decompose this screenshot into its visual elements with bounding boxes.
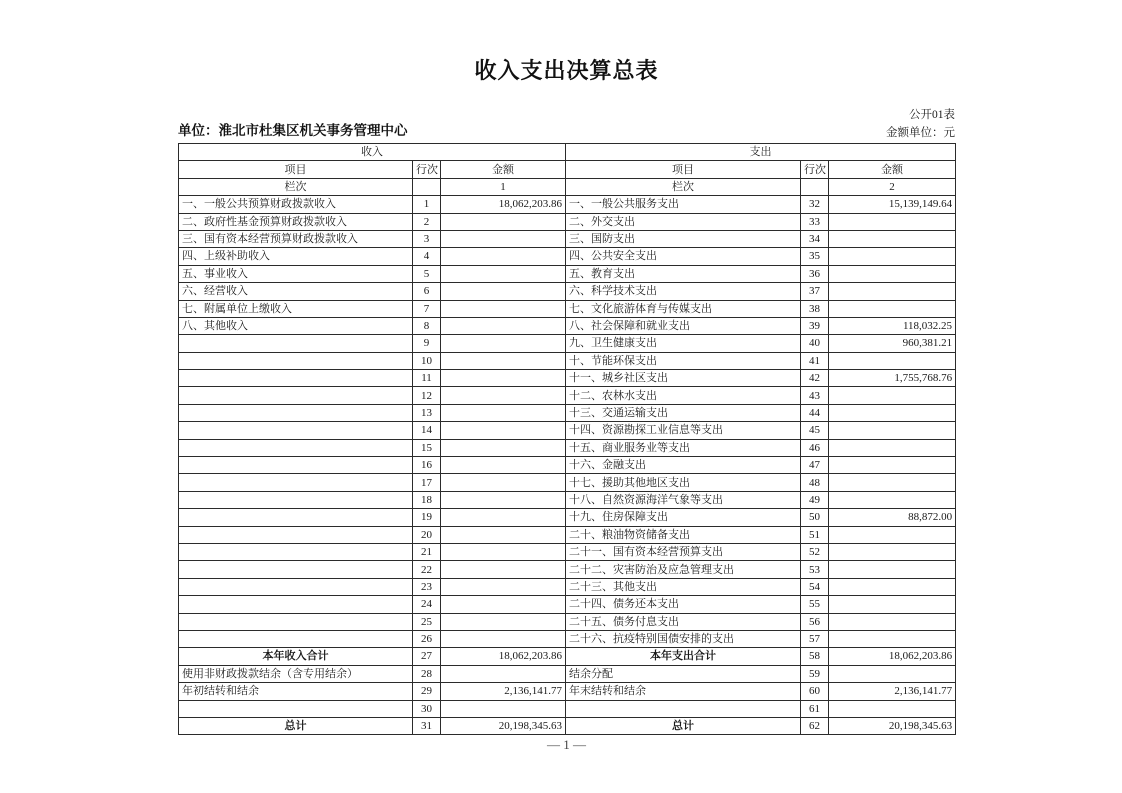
expense-index-label: 栏次 [566,178,801,195]
expense-line-cell: 62 [801,717,829,734]
expense-line-cell: 43 [801,387,829,404]
income-amount-cell [441,387,566,404]
expense-item-cell: 九、卫生健康支出 [566,335,801,352]
income-amount-cell [441,543,566,560]
expense-line-cell: 46 [801,439,829,456]
expense-amount-cell [829,526,956,543]
table-row [179,474,956,491]
expense-line-cell: 57 [801,630,829,647]
income-item-cell: 七、附属单位上缴收入 [179,300,413,317]
expense-item-cell: 十九、住房保障支出 [566,509,801,526]
income-item-cell: 总计 [179,717,413,734]
income-line-cell: 20 [413,526,441,543]
income-line-cell: 15 [413,439,441,456]
table-row [179,683,956,700]
expense-line-header: 行次 [801,161,829,178]
expense-amount-cell [829,213,956,230]
expense-line-cell: 59 [801,665,829,682]
income-item-cell [179,543,413,560]
income-amount-cell [441,561,566,578]
budget-summary-table [178,143,956,735]
income-item-cell [179,422,413,439]
table-row [179,248,956,265]
expense-item-cell: 十八、自然资源海洋气象等支出 [566,491,801,508]
expense-amount-cell [829,491,956,508]
expense-line-cell: 38 [801,300,829,317]
income-item-cell: 六、经营收入 [179,283,413,300]
income-amount-cell [441,370,566,387]
expense-item-cell: 一、一般公共服务支出 [566,196,801,213]
expense-amount-cell: 18,062,203.86 [829,648,956,665]
expense-column-index: 2 [829,178,956,195]
income-line-cell: 24 [413,596,441,613]
expense-line-cell: 39 [801,317,829,334]
expense-line-cell: 47 [801,457,829,474]
column-index-row [179,178,956,195]
table-row [179,213,956,230]
expense-amount-cell [829,439,956,456]
income-amount-cell [441,317,566,334]
expense-item-cell: 二十、粮油物资储备支出 [566,526,801,543]
income-amount-cell [441,335,566,352]
income-line-cell: 9 [413,335,441,352]
expense-section-header: 支出 [566,144,956,161]
table-row [179,526,956,543]
unit-name-label: 单位：淮北市杜集区机关事务管理中心 [178,123,408,138]
expense-line-cell: 41 [801,352,829,369]
expense-item-cell: 二十一、国有资本经营预算支出 [566,543,801,560]
expense-item-cell: 三、国防支出 [566,230,801,247]
table-row [179,404,956,421]
income-amount-cell [441,352,566,369]
expense-amount-cell [829,543,956,560]
income-amount-cell: 18,062,203.86 [441,196,566,213]
expense-amount-cell [829,630,956,647]
table-row [179,561,956,578]
expense-item-cell: 十、节能环保支出 [566,352,801,369]
expense-item-cell: 十四、资源勘探工业信息等支出 [566,422,801,439]
income-amount-cell [441,404,566,421]
income-amount-cell [441,230,566,247]
expense-item-cell: 五、教育支出 [566,265,801,282]
expense-item-cell: 本年支出合计 [566,648,801,665]
income-line-cell: 25 [413,613,441,630]
expense-line-cell: 61 [801,700,829,717]
expense-line-cell: 56 [801,613,829,630]
expense-item-cell: 总计 [566,717,801,734]
expense-amount-cell [829,596,956,613]
income-line-header: 行次 [413,161,441,178]
expense-line-cell: 55 [801,596,829,613]
income-amount-cell [441,213,566,230]
expense-amount-cell [829,352,956,369]
income-amount-cell: 18,062,203.86 [441,648,566,665]
expense-line-index-blank [801,178,829,195]
table-row [179,370,956,387]
table-row [179,283,956,300]
expense-amount-cell: 2,136,141.77 [829,683,956,700]
income-item-cell [179,578,413,595]
table-row [179,630,956,647]
income-item-cell: 使用非财政拨款结余（含专用结余） [179,665,413,682]
table-row [179,648,956,665]
expense-amount-cell [829,578,956,595]
expense-item-cell: 十二、农林水支出 [566,387,801,404]
expense-item-cell: 四、公共安全支出 [566,248,801,265]
expense-item-cell: 十三、交通运输支出 [566,404,801,421]
income-line-cell: 2 [413,213,441,230]
expense-amount-cell [829,457,956,474]
table-row [179,317,956,334]
income-item-cell: 八、其他收入 [179,317,413,334]
form-code-label: 公开01表 [909,109,955,121]
income-line-cell: 23 [413,578,441,595]
table-row [179,596,956,613]
income-item-cell [179,509,413,526]
income-item-cell [179,474,413,491]
expense-line-cell: 51 [801,526,829,543]
income-amount-cell [441,700,566,717]
income-amount-cell [441,509,566,526]
income-amount-cell [441,439,566,456]
income-line-cell: 6 [413,283,441,300]
income-amount-cell [441,300,566,317]
expense-line-cell: 49 [801,491,829,508]
income-item-cell: 年初结转和结余 [179,683,413,700]
expense-amount-cell: 1,755,768.76 [829,370,956,387]
income-column-index: 1 [441,178,566,195]
income-amount-cell [441,630,566,647]
table-row [179,543,956,560]
expense-amount-cell [829,422,956,439]
expense-item-cell: 二十二、灾害防治及应急管理支出 [566,561,801,578]
income-line-cell: 14 [413,422,441,439]
income-item-cell [179,404,413,421]
income-line-cell: 8 [413,317,441,334]
expense-line-cell: 53 [801,561,829,578]
income-amount-cell [441,283,566,300]
section-header-row [179,144,956,161]
expense-item-cell: 结余分配 [566,665,801,682]
income-line-cell: 5 [413,265,441,282]
income-amount-cell: 20,198,345.63 [441,717,566,734]
expense-line-cell: 54 [801,578,829,595]
income-line-cell: 29 [413,683,441,700]
income-line-cell: 30 [413,700,441,717]
income-item-cell [179,700,413,717]
income-line-cell: 3 [413,230,441,247]
income-line-cell: 10 [413,352,441,369]
income-item-cell [179,352,413,369]
expense-item-cell [566,700,801,717]
expense-line-cell: 32 [801,196,829,213]
income-line-index-blank [413,178,441,195]
income-item-cell [179,561,413,578]
table-row [179,422,956,439]
expense-amount-cell [829,387,956,404]
income-amount-cell [441,422,566,439]
table-row [179,230,956,247]
table-row [179,335,956,352]
expense-item-cell: 二十三、其他支出 [566,578,801,595]
page-title: 收入支出决算总表 [474,58,659,83]
expense-line-cell: 42 [801,370,829,387]
income-item-cell [179,439,413,456]
income-item-cell: 本年收入合计 [179,648,413,665]
income-line-cell: 1 [413,196,441,213]
income-line-cell: 26 [413,630,441,647]
expense-amount-cell [829,561,956,578]
income-item-cell [179,526,413,543]
income-line-cell: 13 [413,404,441,421]
income-amount-cell [441,578,566,595]
table-row [179,196,956,213]
expense-item-cell: 二十四、债务还本支出 [566,596,801,613]
income-item-cell: 三、国有资本经营预算财政拨款收入 [179,230,413,247]
expense-amount-cell [829,665,956,682]
income-line-cell: 7 [413,300,441,317]
income-line-cell: 11 [413,370,441,387]
income-line-cell: 16 [413,457,441,474]
income-section-header: 收入 [179,144,566,161]
expense-item-cell: 七、文化旅游体育与传媒支出 [566,300,801,317]
income-item-cell [179,387,413,404]
income-amount-cell [441,248,566,265]
expense-item-cell: 二十五、债务付息支出 [566,613,801,630]
expense-line-cell: 60 [801,683,829,700]
income-line-cell: 22 [413,561,441,578]
expense-line-cell: 45 [801,422,829,439]
column-header-row [179,161,956,178]
table-row [179,613,956,630]
expense-item-cell: 六、科学技术支出 [566,283,801,300]
expense-line-cell: 36 [801,265,829,282]
income-item-cell [179,630,413,647]
table-row [179,717,956,734]
expense-item-header: 项目 [566,161,801,178]
income-item-cell [179,335,413,352]
income-item-header: 项目 [179,161,413,178]
expense-amount-cell [829,230,956,247]
expense-line-cell: 52 [801,543,829,560]
table-row [179,665,956,682]
income-amount-cell [441,665,566,682]
expense-amount-cell [829,700,956,717]
expense-amount-cell: 88,872.00 [829,509,956,526]
income-line-cell: 4 [413,248,441,265]
income-amount-cell: 2,136,141.77 [441,683,566,700]
income-item-cell: 一、一般公共预算财政拨款收入 [179,196,413,213]
income-line-cell: 18 [413,491,441,508]
income-amount-cell [441,474,566,491]
income-line-cell: 19 [413,509,441,526]
expense-amount-header: 金额 [829,161,956,178]
expense-amount-cell: 118,032.25 [829,317,956,334]
expense-item-cell: 二、外交支出 [566,213,801,230]
income-item-cell: 四、上级补助收入 [179,248,413,265]
expense-line-cell: 48 [801,474,829,491]
income-amount-cell [441,457,566,474]
table-row [179,457,956,474]
income-line-cell: 31 [413,717,441,734]
income-amount-cell [441,596,566,613]
table-row [179,509,956,526]
expense-item-cell: 年末结转和结余 [566,683,801,700]
income-item-cell [179,596,413,613]
income-line-cell: 12 [413,387,441,404]
income-item-cell [179,457,413,474]
expense-line-cell: 33 [801,213,829,230]
table-row [179,300,956,317]
income-line-cell: 21 [413,543,441,560]
amount-unit-label: 金额单位：元 [886,127,955,139]
expense-amount-cell [829,474,956,491]
expense-line-cell: 40 [801,335,829,352]
expense-item-cell: 十六、金融支出 [566,457,801,474]
expense-item-cell: 八、社会保障和就业支出 [566,317,801,334]
expense-item-cell: 二十六、抗疫特别国债安排的支出 [566,630,801,647]
table-row [179,491,956,508]
income-item-cell [179,370,413,387]
expense-amount-cell [829,283,956,300]
expense-amount-cell [829,404,956,421]
expense-amount-cell: 960,381.21 [829,335,956,352]
income-item-cell: 二、政府性基金预算财政拨款收入 [179,213,413,230]
income-amount-cell [441,491,566,508]
expense-amount-cell [829,248,956,265]
expense-item-cell: 十七、援助其他地区支出 [566,474,801,491]
expense-line-cell: 50 [801,509,829,526]
income-item-cell [179,613,413,630]
expense-line-cell: 37 [801,283,829,300]
income-item-cell: 五、事业收入 [179,265,413,282]
income-item-cell [179,491,413,508]
income-line-cell: 27 [413,648,441,665]
income-index-label: 栏次 [179,178,413,195]
table-row [179,265,956,282]
expense-amount-cell [829,613,956,630]
income-amount-header: 金额 [441,161,566,178]
income-amount-cell [441,526,566,543]
income-line-cell: 28 [413,665,441,682]
expense-item-cell: 十五、商业服务业等支出 [566,439,801,456]
expense-line-cell: 35 [801,248,829,265]
table-row [179,578,956,595]
table-row [179,439,956,456]
expense-amount-cell [829,300,956,317]
page-number: — 1 — [547,737,586,752]
table-row [179,352,956,369]
income-amount-cell [441,265,566,282]
expense-amount-cell: 15,139,149.64 [829,196,956,213]
income-amount-cell [441,613,566,630]
table-row [179,700,956,717]
table-row [179,387,956,404]
expense-line-cell: 34 [801,230,829,247]
expense-line-cell: 44 [801,404,829,421]
expense-item-cell: 十一、城乡社区支出 [566,370,801,387]
expense-amount-cell: 20,198,345.63 [829,717,956,734]
expense-line-cell: 58 [801,648,829,665]
income-line-cell: 17 [413,474,441,491]
expense-amount-cell [829,265,956,282]
